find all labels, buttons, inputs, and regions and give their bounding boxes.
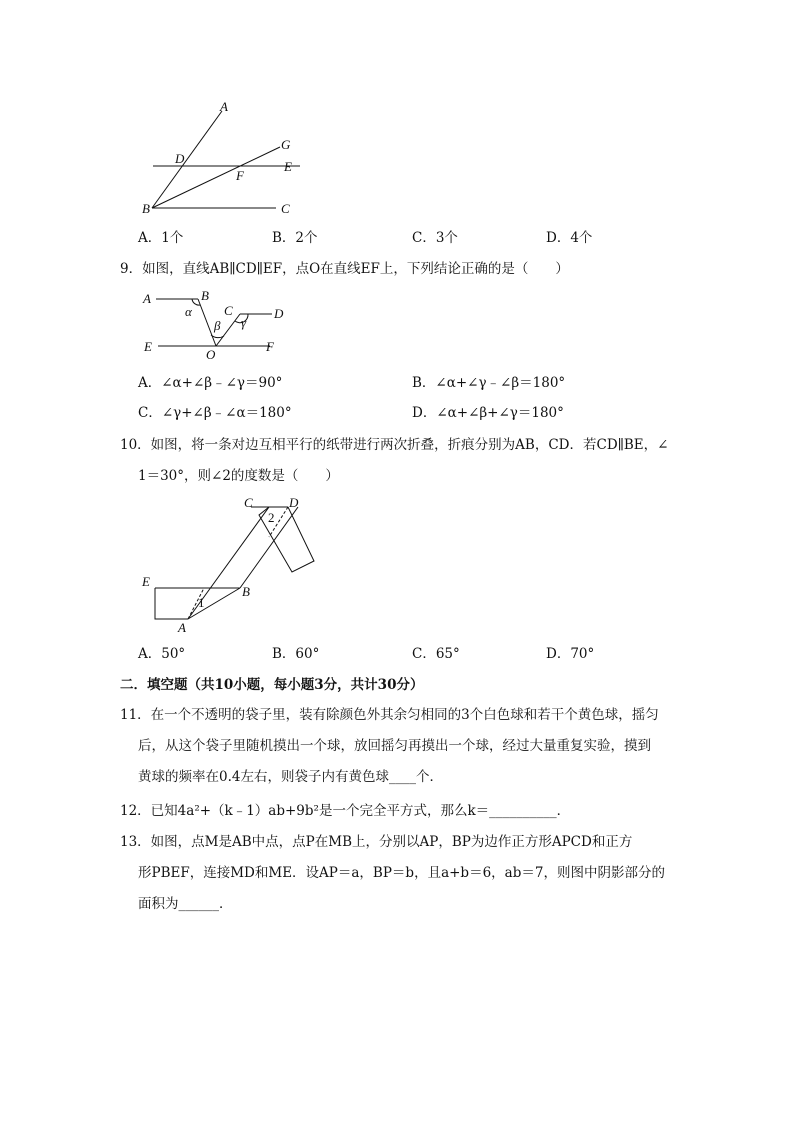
- q13-line1: 13．如图，点M是AB中点，点P在MB上，分别以AP，BP为边作正方形APCD和正方: [120, 834, 633, 850]
- label-f: F: [236, 168, 244, 183]
- label-d: D: [175, 151, 185, 166]
- label-e: E: [142, 574, 150, 589]
- label-f: F: [266, 339, 274, 354]
- label-angle-1: 1: [198, 595, 205, 610]
- q10-stem-line1: 10．如图，将一条对边互相平行的纸带进行两次折叠，折痕分别为AB，CD．若CD∥BE，∠: [120, 437, 669, 453]
- q9-option-b[interactable]: B．∠α+∠γ﹣∠β＝180°: [412, 375, 566, 391]
- q9-figure: [138, 285, 298, 365]
- q10-option-a[interactable]: A．50°: [138, 646, 186, 662]
- q8-option-b[interactable]: B．2个: [272, 230, 318, 246]
- q9-stem: 9．如图，直线AB∥CD∥EF，点O在直线EF上，下列结论正确的是（ ）: [120, 261, 569, 277]
- label-d: D: [289, 495, 299, 510]
- label-b: B: [201, 288, 209, 303]
- label-beta: β: [214, 318, 221, 333]
- q12-line1: 12．已知4a²+（k﹣1）ab+9b²是一个完全平方式，那么k＝__________．: [120, 803, 571, 819]
- line-bg: [152, 147, 280, 208]
- section-heading: 二．填空题（共10小题，每小题3分，共计30分）: [120, 677, 424, 693]
- q9-option-c[interactable]: C．∠γ+∠β﹣∠α＝180°: [138, 405, 292, 421]
- q9-option-a[interactable]: A．∠α+∠β﹣∠γ＝90°: [138, 375, 283, 391]
- label-alpha: α: [185, 304, 192, 319]
- q9-option-d[interactable]: D．∠α+∠β+∠γ＝180°: [412, 405, 564, 421]
- q10-option-c[interactable]: C．65°: [412, 646, 460, 662]
- label-a: A: [178, 620, 186, 635]
- q13-line2: 形PBEF，连接MD和ME．设AP＝a，BP＝b，且a+b＝6，ab＝7，则图中阴影部分的: [138, 865, 665, 881]
- q8-option-a[interactable]: A．1个: [138, 230, 184, 246]
- q8-option-c[interactable]: C．3个: [412, 230, 458, 246]
- label-o: O: [206, 347, 216, 362]
- label-c: C: [281, 201, 290, 216]
- label-gamma: γ: [241, 315, 247, 330]
- label-angle-2: 2: [268, 510, 275, 525]
- label-e: E: [144, 339, 152, 354]
- label-a: A: [143, 291, 151, 306]
- label-g: G: [281, 137, 291, 152]
- label-b: B: [142, 201, 150, 216]
- q13-line3: 面积为______．: [138, 896, 233, 912]
- label-d: D: [274, 306, 284, 321]
- line-ba: [152, 111, 222, 208]
- label-c: C: [224, 303, 233, 318]
- q8-figure: [130, 95, 310, 225]
- rect-left-edges: [155, 588, 188, 619]
- label-e: E: [284, 159, 292, 174]
- q10-option-d[interactable]: D．70°: [546, 646, 595, 662]
- label-a: A: [220, 99, 228, 114]
- q11-line1: 11．在一个不透明的袋子里，装有除颜色外其余匀相同的3个白色球和若干个黄色球，摇匀: [120, 707, 659, 723]
- q11-line2: 后，从这个袋子里随机摸出一个球，放回摇匀再摸出一个球，经过大量重复实验，摸到: [138, 738, 651, 754]
- q10-stem-line2: 1＝30°，则∠2的度数是（ ）: [138, 468, 339, 484]
- q10-figure: [138, 495, 328, 640]
- label-b: B: [242, 584, 250, 599]
- label-c: C: [244, 495, 253, 510]
- q11-line3: 黄球的频率在0.4左右，则袋子内有黄色球____个．: [138, 769, 443, 785]
- q10-option-b[interactable]: B．60°: [272, 646, 320, 662]
- q8-option-d[interactable]: D．4个: [546, 230, 593, 246]
